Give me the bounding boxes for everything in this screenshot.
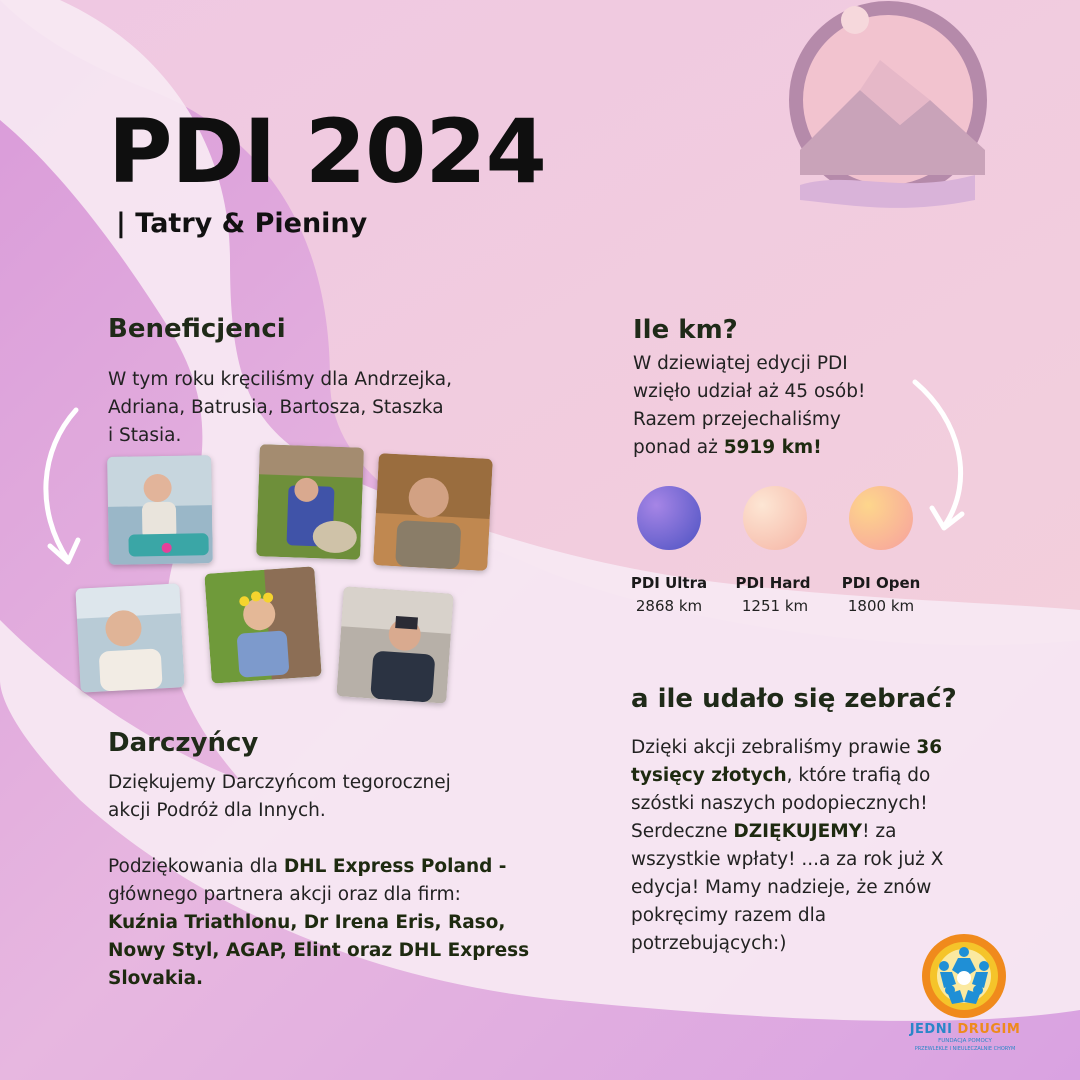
route-color-ultra [637,486,701,550]
sponsors-list: Kuźnia Triathlonu, Dr Irena Eris, Raso, [108,912,506,933]
km-line: Razem przejechaliśmy [633,409,841,430]
km-line: W dziewiątej edycji PDI [633,353,848,374]
beneficiary-photo [336,586,453,703]
raised-heading: a ile udało się zebrać? [631,684,957,714]
route-color-open [849,486,913,550]
route-color-hard [743,486,807,550]
beneficiary-photo [75,583,184,692]
raised-line: potrzebujących:) [631,933,787,954]
page-title: PDI 2024 [108,100,546,203]
beneficiary-photo [256,444,364,560]
raised-amount: 36 [916,737,943,758]
beneficiaries-heading: Beneficjenci [108,314,286,344]
beneficiary-photo [373,453,493,571]
km-total: 5919 km! [723,437,822,458]
raised-line [631,762,991,790]
beneficiary-photo [204,566,321,683]
route-name-open: PDI Open [841,574,921,592]
route-km-open: 1800 km [847,597,915,615]
raised-line: edycja! Mamy nadzieje, że znów [631,877,932,898]
thanks-word: DZIĘKUJEMY [733,821,863,842]
foundation-tagline-2: PRZEWLEKLE I NIEULECZALNIE CHORYM [914,1046,1016,1052]
raised-line-text: Serdeczne [631,821,734,842]
beneficiaries-text [108,366,528,450]
sponsors-list: Slovakia. [108,968,204,989]
donors-line [108,909,548,937]
raised-line-text: ! za [862,821,897,842]
raised-text [631,734,991,958]
donors-line: akcji Podróż dla Innych. [108,800,326,821]
raised-line: wszystkie wpłaty! ...a za rok już X [631,849,944,870]
route-km-ultra: 2868 km [635,597,703,615]
km-line [633,434,933,462]
raised-line [631,734,991,762]
km-text [633,350,933,462]
donors-line [108,853,548,881]
donors-line: głównego partnera akcji oraz dla firm: [108,884,461,905]
raised-line-text: , które trafią do [786,765,931,786]
raised-line: pokręcimy razem dla [631,905,827,926]
foundation-tagline-1: FUNDACJA POMOCY [938,1038,992,1044]
raised-amount-unit: tysięcy złotych [631,765,787,786]
beneficiary-photo [107,455,213,565]
beneficiaries-line: W tym roku kręciliśmy dla Andrzejka, [108,369,452,390]
km-line-text: ponad aż [633,437,724,458]
beneficiaries-line: Adriana, Batrusia, Bartosza, Staszka [108,397,444,418]
route-km-hard: 1251 km [741,597,809,615]
raised-line: szóstki naszych podopiecznych! [631,793,928,814]
route-name-hard: PDI Hard [735,574,811,592]
sponsors-list: Nowy Styl, AGAP, Elint oraz DHL Express [108,940,530,961]
donors-line [108,965,548,993]
raised-line [631,818,991,846]
beneficiaries-line: i Stasia. [108,425,182,446]
page-subtitle: | Tatry & Pieniny [116,208,368,239]
km-heading: Ile km? [633,315,738,345]
donors-heading: Darczyńcy [108,728,259,758]
donors-line-text: Podziękowania dla [108,856,284,877]
foundation-name-part1: JEDNI [909,1022,953,1037]
foundation-name [895,1022,1035,1037]
donors-spacer [108,825,548,853]
foundation-name-part2: DRUGIM [957,1022,1021,1037]
donors-line: Dziękujemy Darczyńcom tegorocznej [108,772,451,793]
km-line: wzięło udział aż 45 osób! [633,381,866,402]
raised-line-text: Dzięki akcji zebraliśmy prawie [631,737,917,758]
foundation-logo-icon [920,932,1008,1020]
route-name-ultra: PDI Ultra [630,574,708,592]
main-partner: DHL Express Poland - [283,856,507,877]
donors-text [108,769,548,993]
donors-line [108,937,548,965]
